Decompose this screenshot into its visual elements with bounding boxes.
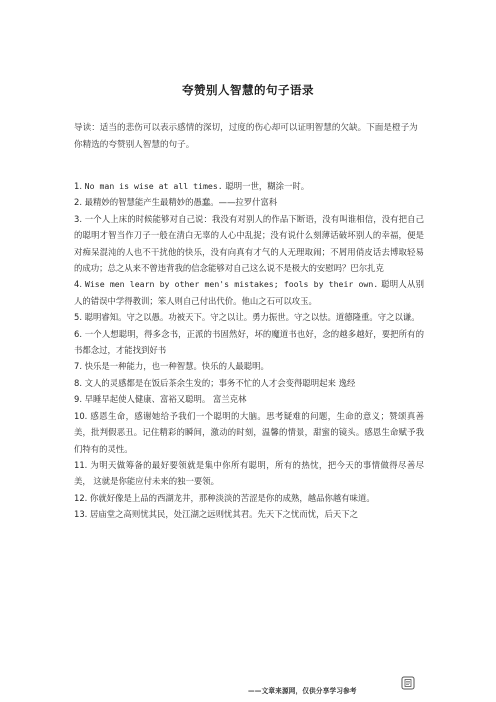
quote-text: 居庙堂之高则忧其民，处江湖之远则忧其君。先天下之忧而忧，后天下之: [90, 509, 358, 520]
quote-number: 7.: [74, 361, 82, 372]
quote-item: [74, 358, 424, 374]
quote-item: [74, 309, 424, 325]
quote-number: 6.: [74, 328, 82, 339]
document-intro: 导读：适当的悲伤可以表示感情的深切，过度的伤心却可以证明智慧的欠缺。下面是橙子为你精选的夸赞别人智慧的句子。: [74, 123, 418, 150]
quote-item: [74, 391, 424, 407]
quote-item: [74, 276, 424, 309]
quote-text: 快乐是一种能力，也一种智慧。快乐的人最聪明。: [84, 361, 269, 372]
quote-text: 感恩生命，感谢她给予我们一个聪明的大脑。思考疑难的问题，生命的意义；赞颂真善美，批判假恶丑。记住精彩的瞬间，激动的时刻，温馨的情景，甜蜜的镜头。感恩生命赋予我们特有的灵性。: [74, 410, 424, 454]
quote-english: Wise men learn by other men's mistakes; fools by their own.: [84, 279, 379, 290]
quote-item: [74, 194, 424, 210]
quote-item: [74, 490, 424, 506]
quote-text: 聪明一世，糊涂一时。: [222, 181, 310, 191]
quote-number: 5.: [74, 312, 82, 323]
quote-number: 8.: [74, 377, 82, 388]
quote-number: 9.: [74, 394, 82, 405]
quote-item: [74, 408, 424, 457]
quote-number: 12.: [74, 492, 88, 503]
document-stamp-icon: [401, 676, 415, 690]
quote-item: [74, 326, 424, 359]
quote-item: [74, 375, 424, 391]
footer-source-note: ——文章来源网，仅供分享学习参考: [248, 687, 357, 695]
quote-text: 一个人上床的时候能够对自己说：我没有对别人的作品下断语，没有叫谁相信，没有把自己的聪明才智当作刀子一般在清白无辜的人心中乱捉；没有说什么刻薄话破坏别人的幸福，便是对痴呆混沌的人也不干扰他的快乐，没有向真有才气的人无理取闹；不屑用俏皮话去博取轻易的成功；总之从来不曾违背我的信念能够对自己这么说不是极大的安慰吗？巴尔扎克: [74, 213, 424, 274]
quote-number: 11.: [74, 459, 88, 470]
quote-list: [74, 178, 424, 523]
quote-text: 一个人想聪明，得多念书，正派的书固然好，坏的魔道书也好，念的越多越好，要把所有的书都念过，才能找到好书: [74, 328, 424, 356]
quote-number: 2.: [74, 197, 82, 208]
quote-text: 为明天做筹备的最好要领就是集中你所有聪明，所有的热忱，把今天的事情做得尽善尽美， 这就是你能应付未来的独一要领。: [74, 459, 424, 487]
document-title: 夸赞别人智慧的句子语录: [182, 83, 314, 97]
quote-item: [74, 211, 424, 277]
quote-text: 早睡早起使人健康、富裕又聪明。 富兰克林: [84, 394, 247, 405]
quote-number: 13.: [74, 509, 88, 520]
quote-text: 你就好像是上品的西湖龙井，那种淡淡的苦涩是你的成熟，越品你越有味道。: [90, 492, 375, 503]
quote-text: 聪明睿知。守之以愚。功被天下。守之以让。勇力振世。守之以怯。道德隆重。守之以谦。: [84, 312, 420, 323]
quote-item: [74, 178, 424, 194]
quote-text: 聪明人从别人的错误中学得教训；笨人则自己付出代价。他山之石可以攻玉。: [74, 279, 424, 306]
quote-number: 10.: [74, 410, 88, 421]
quote-number: 3.: [74, 213, 82, 224]
quote-text: 文人的灵感都是在饭后茶余生发的；事务不忙的人才会变得聪明起来 逸经: [84, 377, 356, 388]
quote-item: [74, 506, 424, 522]
quote-english: No man is wise at all times.: [84, 181, 223, 191]
quote-text: 最精妙的智慧能产生最精妙的愚蠢。——拉罗什富科: [84, 197, 278, 208]
quote-number: 4.: [74, 279, 82, 290]
quote-item: [74, 457, 424, 490]
quote-number: 1.: [74, 181, 82, 191]
